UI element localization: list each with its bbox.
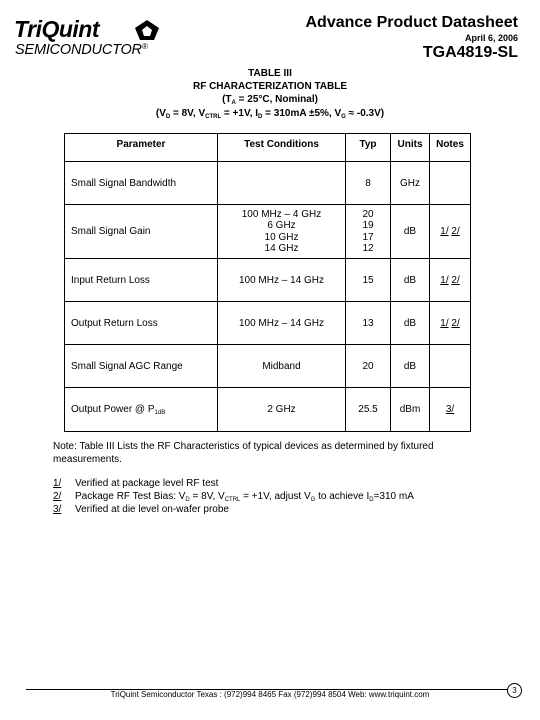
rf-characterization-table xyxy=(64,133,471,432)
cell-units: dB xyxy=(391,302,430,345)
table-row xyxy=(65,259,471,302)
logo-subtitle: SEMICONDUCTOR® xyxy=(15,42,148,58)
cell-conditions: 100 MHz – 14 GHz xyxy=(218,259,346,302)
table-row xyxy=(65,205,471,259)
cell-units: dBm xyxy=(391,388,430,432)
cell-typ: 25.5 xyxy=(346,388,391,432)
pentagon-logo-icon xyxy=(134,19,160,41)
cell-notes xyxy=(430,345,471,388)
cell-typ: 15 xyxy=(346,259,391,302)
cell-parameter: Small Signal AGC Range xyxy=(65,345,218,388)
header-test-conditions: Test Conditions xyxy=(218,134,346,162)
footer-contact: TriQuint Semiconductor Texas : (972)994 8465 Fax (972)994 8504 Web: www.triquint.com xyxy=(110,690,430,699)
table-bias-condition: ($V_D = 8V$, $V_{CTRL} = +1V$, $I_D = 310mA \pm 5\%$, $V_G \approx -0.3V$) xyxy=(155,108,385,120)
cell-notes xyxy=(430,162,471,205)
footnote-1: 1/ Verified at package level RF test xyxy=(53,478,219,489)
table-row xyxy=(65,345,471,388)
header-parameter: Parameter xyxy=(65,134,218,162)
logo-name: TriQuint xyxy=(14,16,100,42)
document-date: April 6, 2006 xyxy=(464,33,518,43)
cell-typ: 20 19 17 12 xyxy=(346,205,391,259)
table-title: RF CHARACTERIZATION TABLE xyxy=(192,81,348,92)
table-note: Note: Table III Lists the RF Characteristics of typical devices as determined by fixtured measurements. xyxy=(53,441,434,465)
header-typ: Typ xyxy=(346,134,391,162)
cell-units: dB xyxy=(391,259,430,302)
footnote-3: 3/ Verified at die level on-wafer probe xyxy=(53,504,229,515)
table-temperature-condition: ($T_A = 25^\circ C$, Nominal) xyxy=(222,94,318,106)
cell-conditions: 100 MHz – 4 GHz 6 GHz 10 GHz 14 GHz xyxy=(218,205,346,259)
cell-notes: 1/ 2/ xyxy=(430,302,471,345)
cell-typ: 8 xyxy=(346,162,391,205)
header-notes: Notes xyxy=(430,134,471,162)
part-number: TGA4819-SL xyxy=(422,44,518,61)
cell-parameter: Output Return Loss xyxy=(65,302,218,345)
cell-notes: 1/ 2/ xyxy=(430,259,471,302)
page-number: 3 xyxy=(507,683,522,698)
table-row xyxy=(65,162,471,205)
table-row xyxy=(65,388,471,432)
cell-typ: 13 xyxy=(346,302,391,345)
cell-units: dB xyxy=(391,205,430,259)
header-units: Units xyxy=(391,134,430,162)
cell-conditions: 2 GHz xyxy=(218,388,346,432)
cell-typ: 20 xyxy=(346,345,391,388)
cell-parameter: Input Return Loss xyxy=(65,259,218,302)
cell-parameter: Small Signal Bandwidth xyxy=(65,162,218,205)
cell-units: GHz xyxy=(391,162,430,205)
document-type: Advance Product Datasheet xyxy=(305,14,518,31)
cell-notes: 1/ 2/ xyxy=(430,205,471,259)
cell-parameter: Small Signal Gain xyxy=(65,205,218,259)
cell-conditions: 100 MHz – 14 GHz xyxy=(218,302,346,345)
cell-units: dB xyxy=(391,345,430,388)
table-header-row xyxy=(65,134,471,162)
cell-conditions xyxy=(218,162,346,205)
table-number: TABLE III xyxy=(248,68,292,79)
cell-conditions: Midband xyxy=(218,345,346,388)
company-logo xyxy=(14,16,174,62)
cell-parameter: Output Power @ $P_{1dB}$ xyxy=(65,388,218,432)
cell-notes: 3/ xyxy=(430,388,471,432)
footnote-2: 2/ Package RF Test Bias: $V_D = 8V$, $V_{CTRL} = +1V$, adjust $V_G$ to achieve $I_D=310$ mA xyxy=(53,491,414,503)
table-row xyxy=(65,302,471,345)
